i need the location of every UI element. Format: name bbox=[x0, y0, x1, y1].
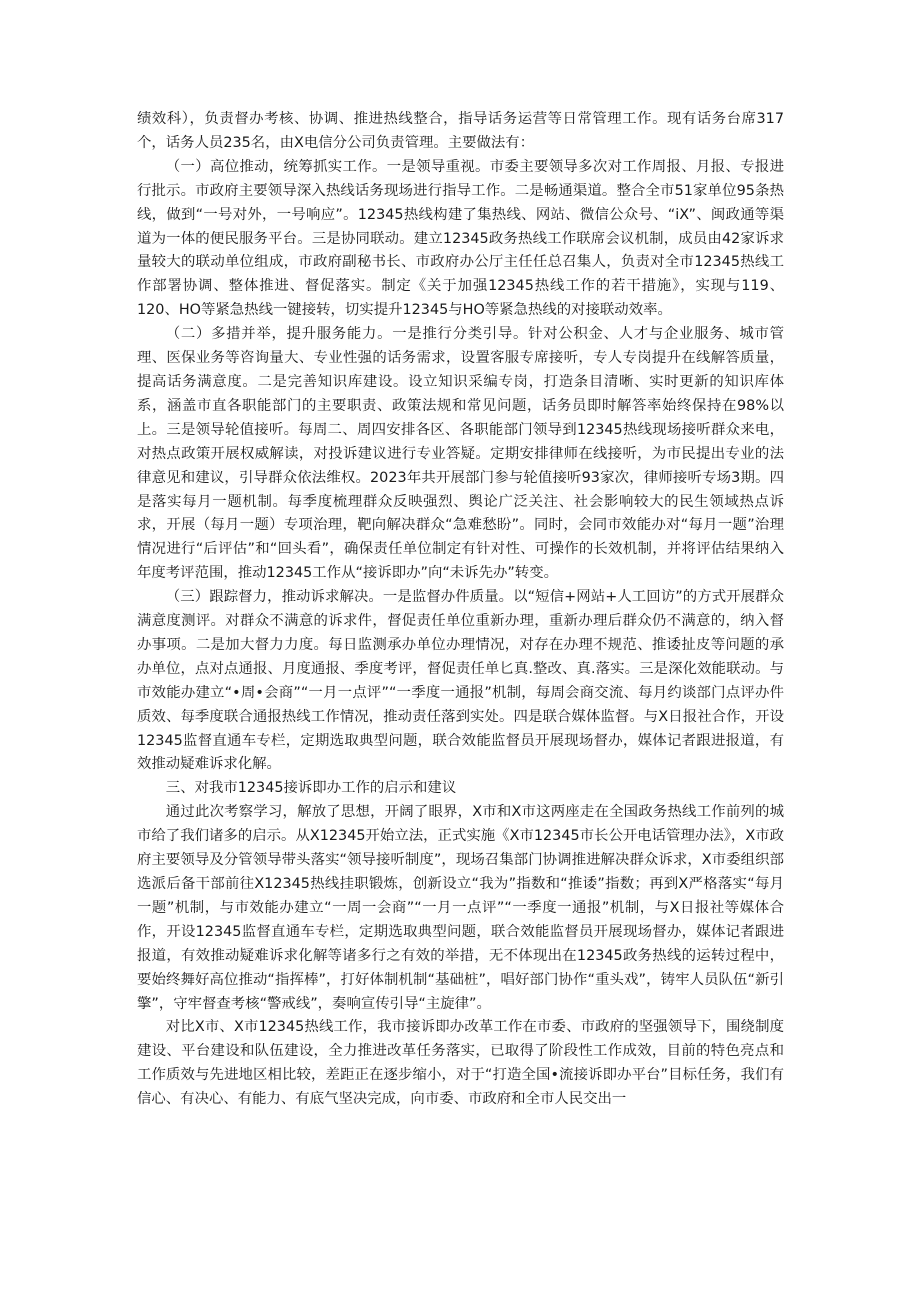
paragraph-2: （一）高位推动，统筹抓实工作。一是领导重视。市委主要领导多次对工作周报、月报、专报进行批示。市政府主要领导深入热线话务现场进行指导工作。二是畅通渠道。整合全市51家单位95条热线，做到“一号对外，一号响应”。12345热线构建了集热线、网站、微信公众号、“iX”、闽政通等渠道为一体的便民服务平台。三是协同联动。建立12345政务热线工作联席会议机制，成员由42家诉求量较大的联动单位组成，市政府副秘书长、市政府办公厅主任任总召集人，负责对全市12345热线工作部署协调、整体推进、督促落实。制定《关于加强12345热线工作的若干措施》，实现与119、120、HO等紧急热线一键接转，切实提升12345与HO等紧急热线的对接联动效率。 bbox=[137, 158, 784, 319]
paragraph-3: （二）多措并举，提升服务能力。一是推行分类引导。针对公积金、人才与企业服务、城市管理、医保业务等咨询量大、专业性强的话务需求，设置客服专席接听，专人专岗提升在线解答质量，提高话务满意度。二是完善知识库建设。设立知识采编专岗，打造条目清晰、实时更新的知识库体系，涵盖市直各职能部门的主要职责、政策法规和常见问题，话务员即时解答率始终保持在98%以上。三是领导轮值接听。每周二、周四安排各区、各职能部门领导到12345热线现场接听群众来电，对热点政策开展权威解读，对投诉建议进行专业答疑。定期安排律师在线接听，为市民提出专业的法律意见和建议，引导群众依法维权。2023年共开展部门参与轮值接听93家次，律师接听专场3期。四是落实每月一题机制。每季度梳理群众反映强烈、舆论广泛关注、社会影响较大的民生领域热点诉求，开展（每月一题）专项治理，靶向解决群众“急难愁盼”。同时，会同市效能办对“每月一题”治理情况进行“后评估”和“回头看”，确保责任单位制定有针对性、可操作的长效机制，并将评估结果纳入年度考评范围，推动12345工作从“接诉即办”向“未诉先办”转变。 bbox=[137, 326, 784, 582]
paragraph-5: 通过此次考察学习，解放了思想，开阔了眼界，X市和X市这两座走在全国政务热线工作前列的城市给了我们诸多的启示。从X12345开始立法，正式实施《X市12345市长公开电话管理办法》，X市政府主要领导及分管领导带头落实“领导接听制度”，现场召集部门协调推进解决群众诉求，X市委组织部选派后备干部前往X12345热线挂职锻炼，创新设立“我为”指数和“推诿”指数；再到X严格落实“每月一题”机制，与市效能办建立“一周一会商”“一月一点评”“一季度一通报”机制，与X日报社等媒体合作，开设12345监督直通车专栏，定期选取典型问题，联合效能监督员开展现场督办，媒体记者跟进报道，有效推动疑难诉求化解等诸多行之有效的举措，无不体现出在12345政务热线的运转过程中，要始终舞好高位推动“指挥棒”，打好体制机制“基础桩”，唱好部门协作“重头戏”，铸牢人员队伍“新引擎”，守牢督查考核“警戒线”，奏响宣传引导“主旋律”。 bbox=[137, 804, 784, 1012]
paragraph-6: 对比X市、X市12345热线工作，我市接诉即办改革工作在市委、市政府的坚强领导下，围绕制度建设、平台建设和队伍建设，全力推进改革任务落实，已取得了阶段性工作成效，目前的特色亮点和工作质效与先进地区相比较，差距正在逐步缩小，对于“打造全国•流接诉即办平台”目标任务，我们有信心、有决心、有能力、有底气坚决完成，向市委、市政府和全市人民交出一 bbox=[137, 1019, 784, 1108]
paragraph-1: 绩效科），负责督办考核、协调、推进热线整合，指导话务运营等日常管理工作。现有话务台席317个，话务人员235名，由X电信分公司负责管理。主要做法有： bbox=[137, 111, 784, 151]
document-body bbox=[137, 108, 784, 1112]
paragraph-4: （三）跟踪督力，推动诉求解决。一是监督办件质量。以“短信+网站+人工回访”的方式开展群众满意度测评。对群众不满意的诉求件，督促责任单位重新办理，重新办理后群众仍不满意的，纳入督办事项。二是加大督力力度。每日监测承办单位办理情况，对存在办理不规范、推诿扯皮等问题的承办单位，点对点通报、月度通报、季度考评，督促责任单匕真.整改、真.落实。三是深化效能联动。与市效能办建立“•周•会商”“一月一点评”“一季度一通报”机制，每周会商交流、每月约谈部门点评办件质效、每季度联合通报热线工作情况，推动责任落到实处。四是联合媒体监督。与X日报社合作，开设12345监督直通车专栏，定期选取典型问题，联合效能监督员开展现场督办，媒体记者跟进报道，有效推动疑难诉求化解。 bbox=[137, 589, 784, 773]
section-heading: 三、对我市12345接诉即办工作的启示和建议 bbox=[165, 780, 457, 797]
